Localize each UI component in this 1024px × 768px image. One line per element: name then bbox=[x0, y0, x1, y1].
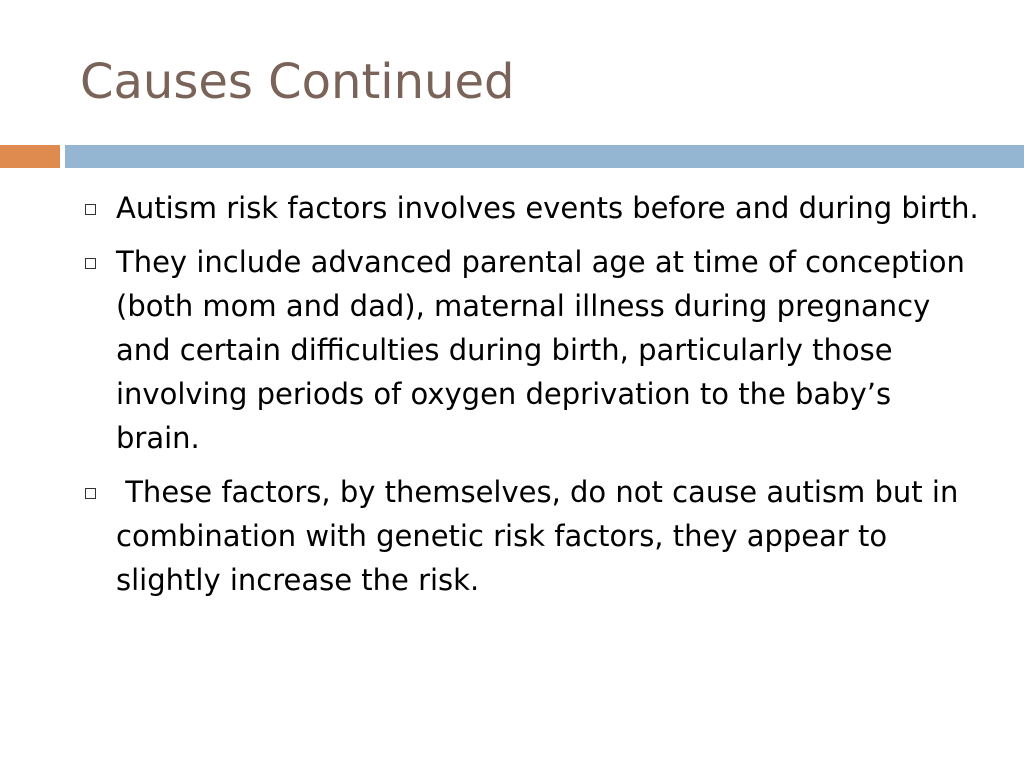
accent-bar-blue bbox=[65, 145, 1024, 168]
bullet-text: These factors, by themselves, do not cause autism but in combination with genetic risk factors, they appear to slightly increase the risk. bbox=[116, 475, 968, 597]
slide-title: Causes Continued bbox=[80, 54, 515, 110]
bullet-item bbox=[80, 470, 980, 602]
bullet-list bbox=[80, 186, 980, 612]
bullet-text: Autism risk factors involves events before and during birth. bbox=[116, 191, 979, 225]
bullet-item bbox=[80, 186, 980, 230]
bullet-item bbox=[80, 240, 980, 460]
accent-bar-orange bbox=[0, 145, 60, 168]
square-bullet-icon bbox=[85, 204, 96, 215]
bullet-text: They include advanced parental age at time of conception (both mom and dad), maternal illness during pregnancy and certain difficulties during birth, particularly those involving periods of oxygen deprivation to the baby’s brain. bbox=[116, 245, 965, 455]
square-bullet-icon bbox=[85, 258, 96, 269]
square-bullet-icon bbox=[85, 488, 96, 499]
